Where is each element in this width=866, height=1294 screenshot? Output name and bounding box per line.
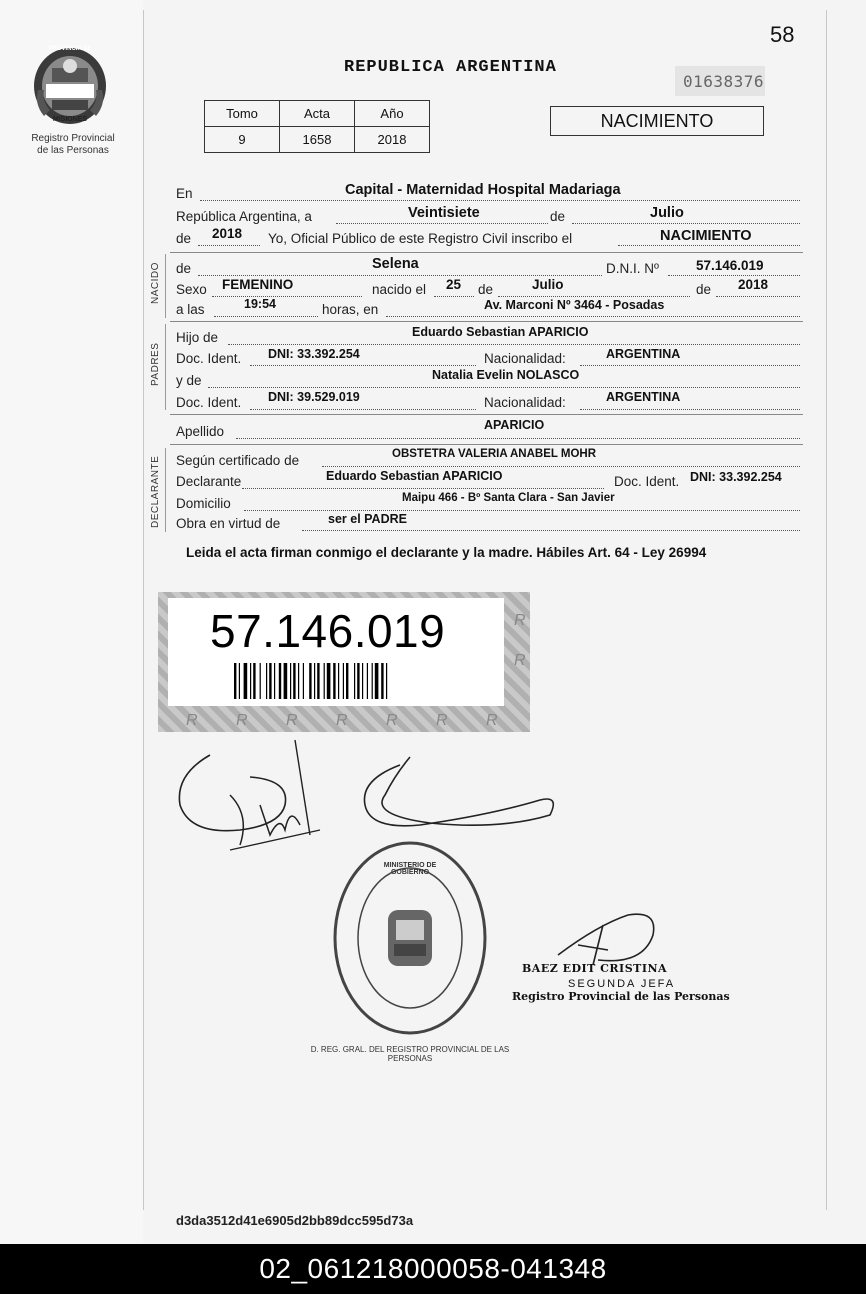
birth-day: 25 xyxy=(446,277,462,292)
label-de-year: de xyxy=(176,231,192,246)
official-name: BAEZ EDIT CRISTINA xyxy=(522,962,668,975)
mother-doc: DNI: 39.529.019 xyxy=(268,390,360,404)
barcode-bar xyxy=(298,663,299,699)
dotted-line xyxy=(434,296,474,297)
label-declarante: Declarante xyxy=(176,474,242,489)
officer-text: Yo, Oficial Público de este Registro Civil inscribo el xyxy=(268,231,573,246)
label-dni: D.N.I. Nº xyxy=(606,261,659,276)
registry-table-header-row xyxy=(205,101,430,127)
sticker-pattern-letter: R xyxy=(336,712,348,729)
registry-table-value-row xyxy=(205,127,430,153)
record-place: Capital - Maternidad Hospital Madariaga xyxy=(345,182,621,198)
seal-inner-text: MINISTERIO DE GOBIERNO xyxy=(383,862,437,876)
barcode-graphic xyxy=(234,663,439,699)
barcode-bar xyxy=(386,663,387,699)
surname-value: APARICIO xyxy=(484,418,545,432)
official-org: Registro Provincial de las Personas xyxy=(512,990,730,1003)
closing-statement: Leida el acta firman conmigo el declarante y la madre. Hábiles Art. 64 - Ley 26994 xyxy=(186,545,707,560)
dotted-line xyxy=(302,530,800,531)
dotted-line xyxy=(228,344,800,345)
label-apellido: Apellido xyxy=(176,424,225,439)
sticker-pattern-letter: R xyxy=(186,712,198,729)
section-bar xyxy=(165,448,166,532)
label-en: En xyxy=(176,186,193,201)
birth-place: Av. Marconi Nº 3464 - Posadas xyxy=(484,298,665,312)
logo-caption-line2: de las Personas xyxy=(37,145,109,156)
label-certificado: Según certificado de xyxy=(176,453,300,468)
certificate-value: OBSTETRA VALERIA ANABEL MOHR xyxy=(392,448,597,460)
barcode-bar xyxy=(253,663,255,699)
section-bar xyxy=(165,324,166,410)
header-ano: Año xyxy=(355,101,430,127)
label-obra: Obra en virtud de xyxy=(176,516,281,531)
label-nac-mother: Nacionalidad: xyxy=(484,395,566,410)
father-nationality: ARGENTINA xyxy=(606,347,681,361)
record-year: 2018 xyxy=(212,226,243,241)
section-divider xyxy=(170,252,803,253)
label-doc-father: Doc. Ident. xyxy=(176,351,242,366)
sticker-pattern-letter: R xyxy=(286,712,298,729)
logo-text-top: PROVINCIA DE xyxy=(48,46,92,52)
declarant-doc: DNI: 33.392.254 xyxy=(690,470,782,484)
label-de: de xyxy=(550,209,566,224)
label-nac-father: Nacionalidad: xyxy=(484,351,566,366)
barcode-bar xyxy=(357,663,359,699)
value-acta: 1658 xyxy=(280,127,355,153)
seal-ring-text: D. REG. GRAL. DEL REGISTRO PROVINCIAL DE LAS PERSONAS xyxy=(310,1045,510,1063)
barcode-bar xyxy=(284,663,288,699)
dotted-line xyxy=(212,296,362,297)
dotted-line xyxy=(322,466,800,467)
barcode-bar xyxy=(309,663,311,699)
barcode-bar xyxy=(250,663,251,699)
barcode-bar xyxy=(239,663,240,699)
dotted-line xyxy=(580,409,800,410)
logo-text-bottom: MISIONES xyxy=(52,116,88,123)
dotted-line xyxy=(214,316,318,317)
sticker-pattern-letter: R xyxy=(236,712,248,729)
label-de-name: de xyxy=(176,261,192,276)
document-title: REPUBLICA ARGENTINA xyxy=(344,58,557,77)
dotted-line xyxy=(198,275,602,276)
section-divider xyxy=(170,414,803,415)
barcode-bar xyxy=(346,663,348,699)
domicile-value: Maipu 466 - Bº Santa Clara - San Javier xyxy=(402,492,615,504)
section-label-declarante: DECLARANTE xyxy=(150,455,161,528)
child-dni: 57.146.019 xyxy=(696,258,764,273)
document-id-bar xyxy=(0,1244,866,1294)
barcode-bar xyxy=(234,663,236,699)
mother-nationality: ARGENTINA xyxy=(606,390,681,404)
barcode-bar xyxy=(274,663,275,699)
header-acta: Acta xyxy=(280,101,355,127)
dotted-line xyxy=(336,223,548,224)
record-day: Veintisiete xyxy=(408,205,480,221)
document-id: 02_061218000058-041348 xyxy=(259,1253,607,1284)
label-doc-declarante: Doc. Ident. xyxy=(614,474,680,489)
birth-year: 2018 xyxy=(738,277,769,292)
dotted-line xyxy=(716,296,800,297)
child-sex: FEMENINO xyxy=(222,277,294,292)
label-y-de: y de xyxy=(176,373,202,388)
declarant-name: Eduardo Sebastian APARICIO xyxy=(326,469,503,483)
barcode-bar xyxy=(269,663,271,699)
dotted-line xyxy=(386,316,800,317)
barcode-bar xyxy=(260,663,261,699)
section-bar xyxy=(165,254,166,318)
barcode-bar xyxy=(343,663,344,699)
dotted-line xyxy=(244,510,800,511)
record-month: Julio xyxy=(650,205,684,221)
father-name: Eduardo Sebastian APARICIO xyxy=(412,325,589,339)
barcode-bar xyxy=(279,663,281,699)
barcode-bar xyxy=(303,663,304,699)
label-hijo-de: Hijo de xyxy=(176,330,219,345)
barcode-bar xyxy=(338,663,339,699)
label-domicilio: Domicilio xyxy=(176,496,231,511)
mother-name: Natalia Evelin NOLASCO xyxy=(432,368,580,382)
dotted-line xyxy=(250,409,476,410)
right-rule xyxy=(826,10,827,1210)
section-divider xyxy=(170,444,803,445)
dotted-line xyxy=(250,365,476,366)
barcode-bar xyxy=(367,663,368,699)
barcode-bar xyxy=(375,663,379,699)
birth-time: 19:54 xyxy=(244,297,276,311)
sticker-pattern-letter: R xyxy=(486,712,498,729)
dotted-line xyxy=(200,200,800,201)
label-a-las: a las xyxy=(176,302,205,317)
barcode-bar xyxy=(314,663,315,699)
barcode-bar xyxy=(290,663,291,699)
value-ano: 2018 xyxy=(355,127,430,153)
dotted-line xyxy=(572,223,800,224)
label-doc-mother: Doc. Ident. xyxy=(176,395,242,410)
page-number: 58 xyxy=(770,22,795,47)
margin-rule xyxy=(143,10,144,1210)
serial-number: 01638376 xyxy=(683,72,765,91)
birth-month: Julio xyxy=(532,277,564,292)
logo-caption-line1: Registro Provincial xyxy=(31,133,115,144)
dotted-line xyxy=(198,245,260,246)
header-tomo: Tomo xyxy=(205,101,280,127)
barcode-bar xyxy=(293,663,295,699)
sticker-pattern-letter: R xyxy=(386,712,398,729)
logo-caption xyxy=(14,133,132,157)
section-divider xyxy=(170,321,803,322)
dotted-line xyxy=(498,296,690,297)
barcode-bar xyxy=(354,663,355,699)
dotted-line xyxy=(668,275,800,276)
barcode-bar xyxy=(327,663,331,699)
record-inscribe-type: NACIMIENTO xyxy=(660,228,752,244)
left-margin xyxy=(0,0,143,1244)
dotted-line xyxy=(236,438,800,439)
section-label-nacido: NACIDO xyxy=(150,262,161,304)
barcode-bar xyxy=(317,663,319,699)
child-name: Selena xyxy=(372,256,419,272)
barcode-bar xyxy=(372,663,373,699)
barcode-bar xyxy=(381,663,383,699)
obra-value: ser el PADRE xyxy=(328,512,407,526)
dotted-line xyxy=(618,245,800,246)
label-horas: horas, en xyxy=(322,302,379,317)
act-type-box: NACIMIENTO xyxy=(550,106,764,136)
dotted-line xyxy=(208,387,800,388)
label-nacido-el: nacido el xyxy=(372,282,427,297)
sticker-pattern-letter: R xyxy=(436,712,448,729)
label-de-year2: de xyxy=(696,282,712,297)
dotted-line xyxy=(580,365,800,366)
barcode-bar xyxy=(266,663,267,699)
label-republic: República Argentina, a xyxy=(176,209,312,224)
sticker-pattern-letter: R xyxy=(514,612,526,629)
label-sexo: Sexo xyxy=(176,282,207,297)
official-role: SEGUNDA JEFA xyxy=(568,978,676,990)
sticker-pattern-letter: R xyxy=(514,652,526,669)
father-doc: DNI: 33.392.254 xyxy=(268,347,360,361)
sticker-number: 57.146.019 xyxy=(210,605,446,657)
registry-table xyxy=(204,100,430,153)
barcode-bar xyxy=(362,663,363,699)
barcode-bar xyxy=(333,663,335,699)
dotted-line xyxy=(242,488,604,489)
value-tomo: 9 xyxy=(205,127,280,153)
barcode-bar xyxy=(324,663,325,699)
section-label-padres: PADRES xyxy=(150,342,161,386)
barcode-bar xyxy=(244,663,248,699)
document-hash: d3da3512d41e6905d2bb89dcc595d73a xyxy=(176,1213,414,1228)
label-de-month: de xyxy=(478,282,494,297)
